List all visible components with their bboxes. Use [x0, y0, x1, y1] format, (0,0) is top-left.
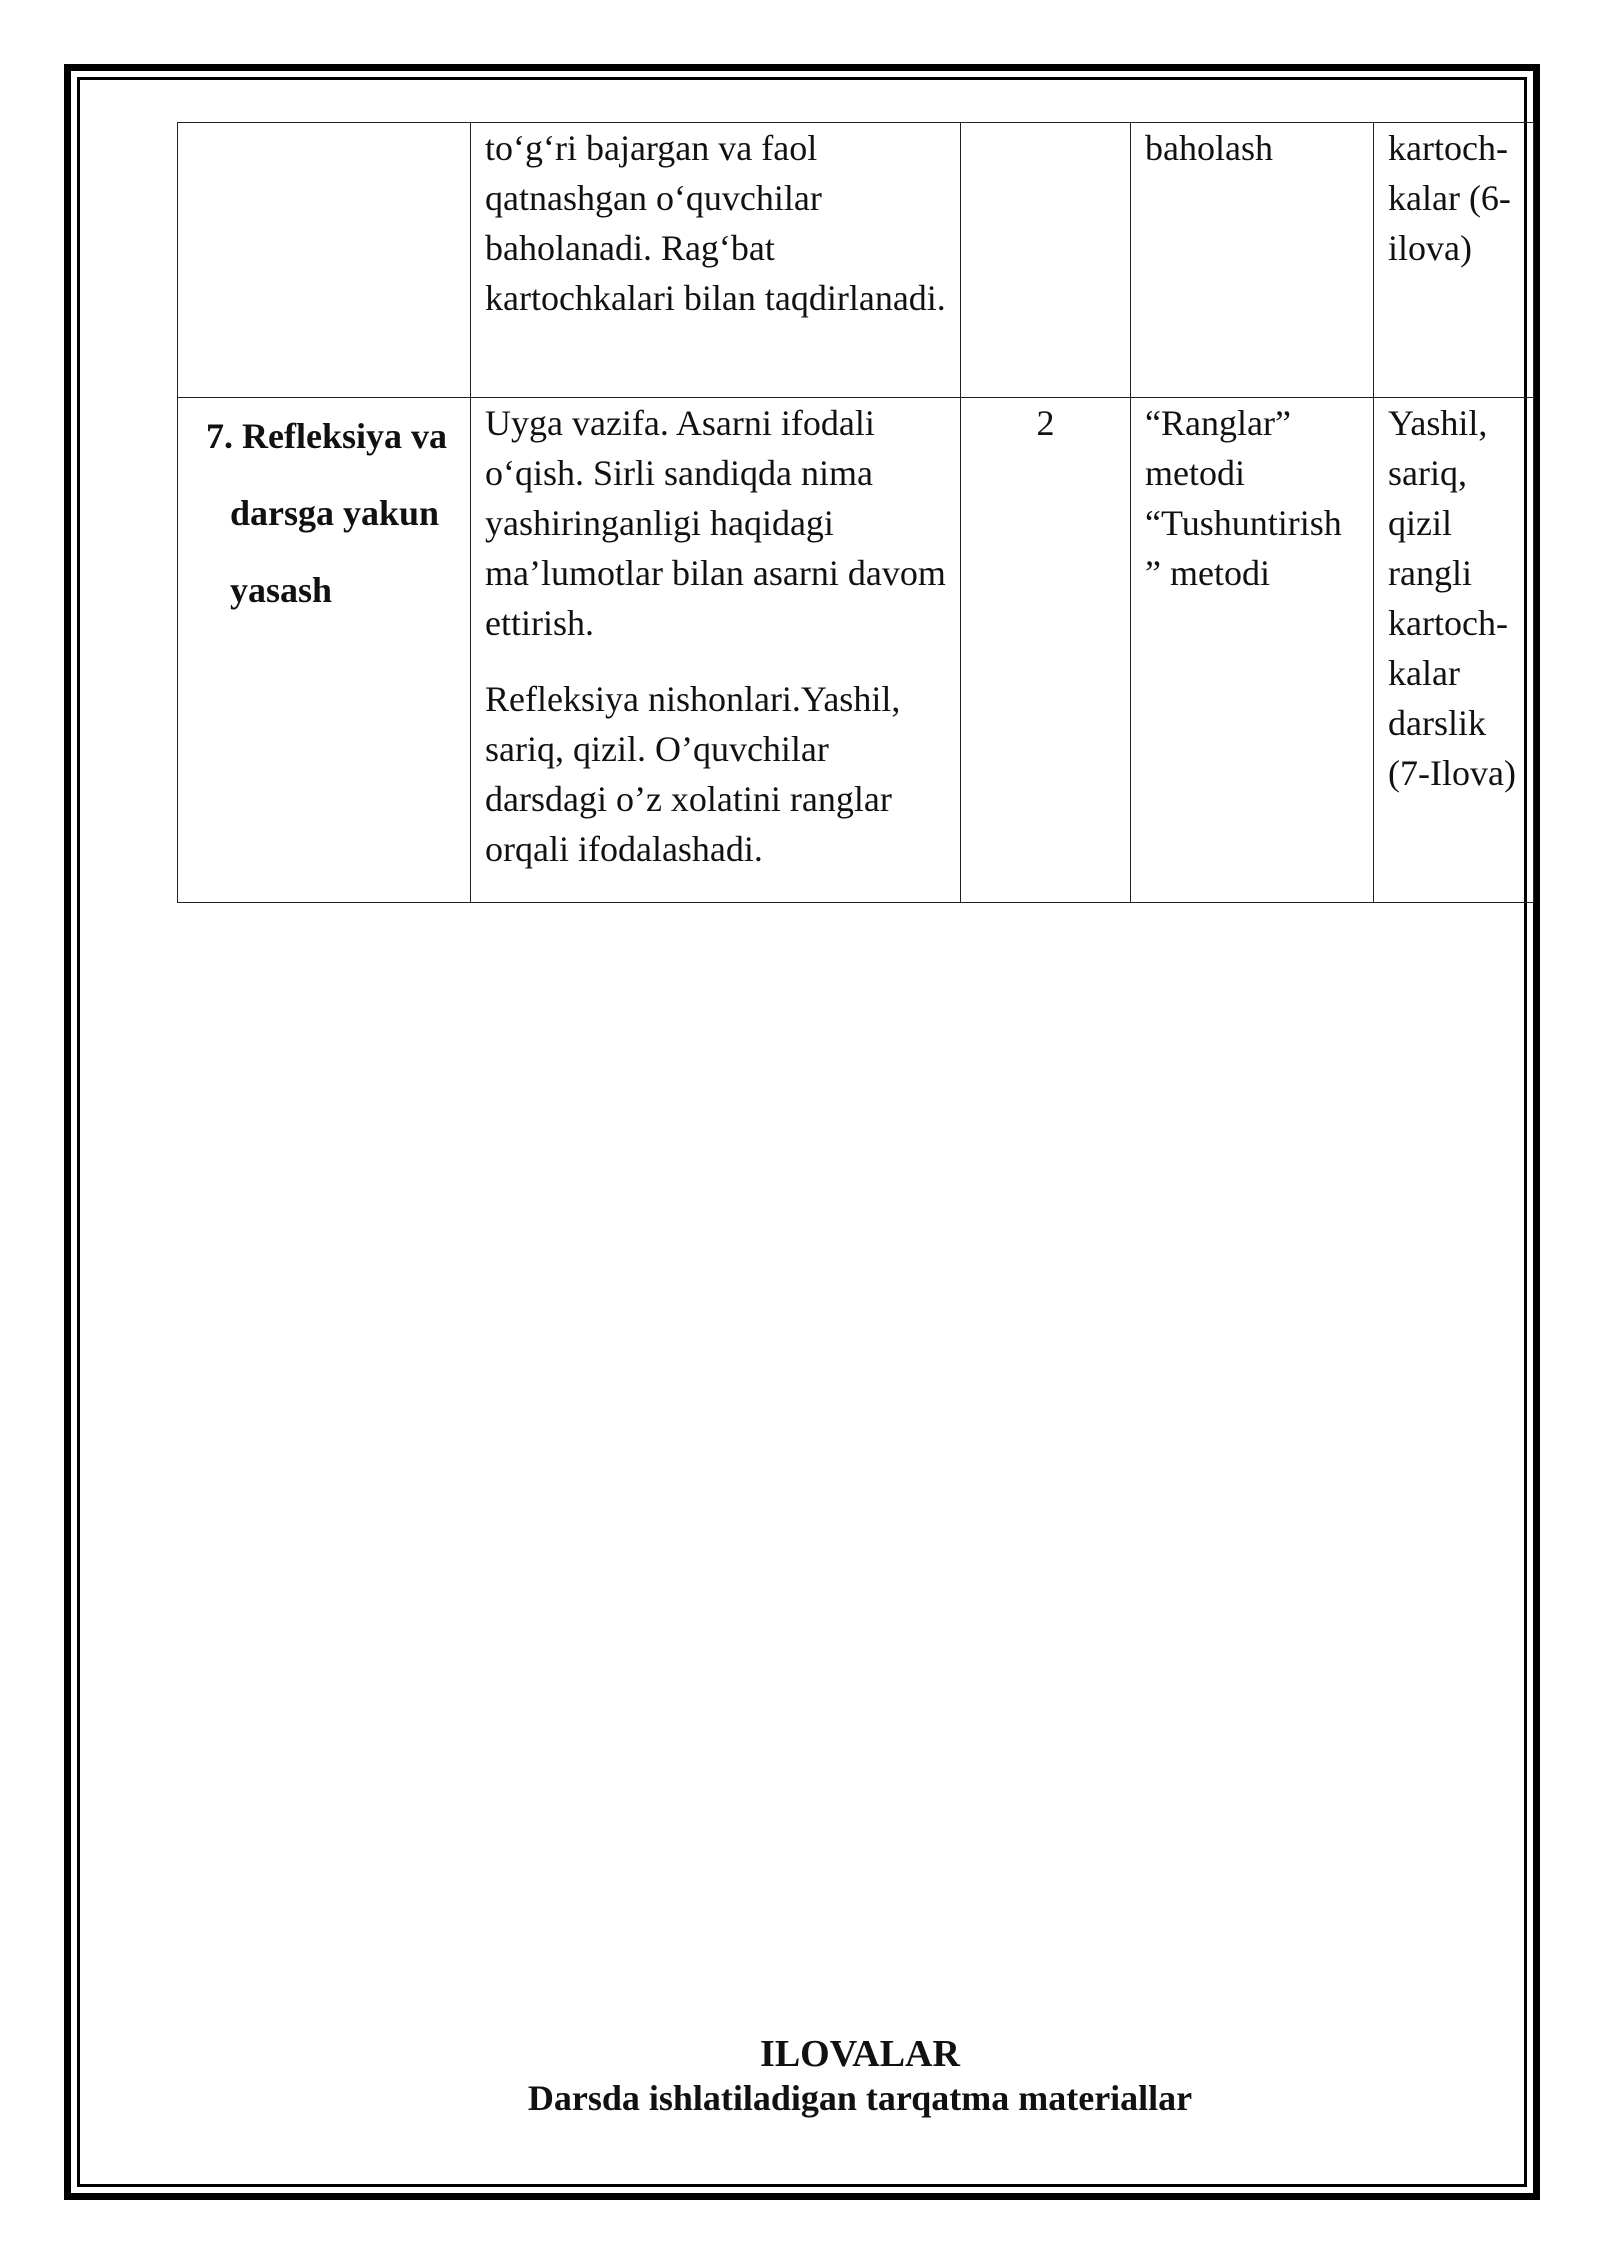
lesson-plan-table [177, 122, 1534, 903]
method-cell: baholash [1131, 123, 1374, 398]
appendix-title: ILOVALAR [760, 2033, 960, 2075]
stage-cell [178, 398, 471, 903]
time-cell: 2 [961, 398, 1131, 903]
content-cell: to‘g‘ri bajargan va faol qatnashgan o‘quvchilar baholanadi. Rag‘bat kartochkalari bilan taqdirlanadi. [471, 123, 961, 398]
table-row [178, 123, 1534, 398]
materials-cell: Yashil, sariq, qizil rangli kartoch-kalar darslik (7-Ilova) [1374, 398, 1534, 903]
content-paragraph: Uyga vazifa. Asarni ifodali o‘qish. Sirli sandiqda nima yashiringanligi haqidagi ma’lumotlar bilan asarni davom ettirish. [485, 403, 946, 643]
stage-cell [178, 123, 471, 398]
materials-cell: kartoch-kalar (6-ilova) [1374, 123, 1534, 398]
stage-title: 7. Refleksiya va darsga yakun yasash [206, 416, 447, 610]
content-paragraph: Refleksiya nishonlari.Yashil, sariq, qizil. O’quvchilar darsdagi o’z xolatini ranglar orqali ifodalashadi. [485, 679, 901, 869]
time-cell [961, 123, 1131, 398]
content-cell [471, 398, 961, 903]
method-cell: “Ranglar” metodi “Tushuntirish ” metodi [1131, 398, 1374, 903]
appendix-subtitle: Darsda ishlatiladigan tarqatma materiallar [527, 2078, 1193, 2118]
table-row [178, 398, 1534, 903]
